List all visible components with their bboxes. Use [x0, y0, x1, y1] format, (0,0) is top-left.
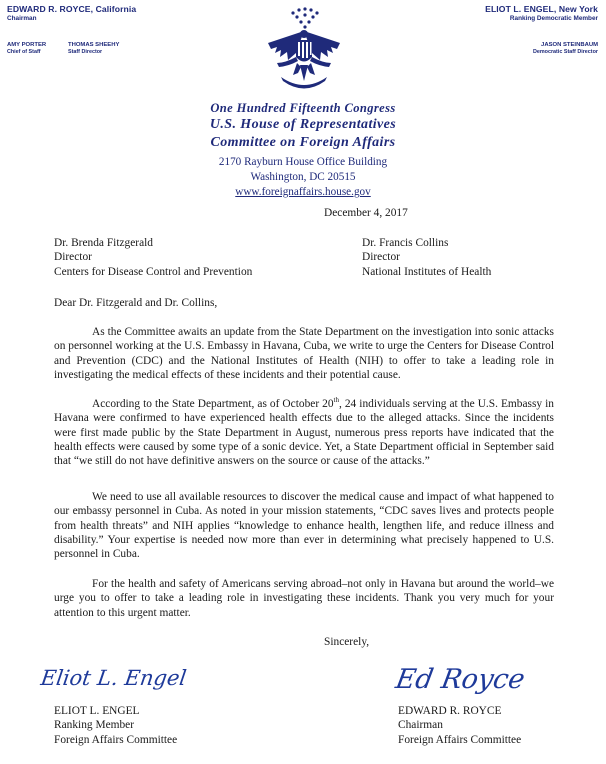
- staff-1-name: AMY PORTER: [7, 42, 47, 48]
- royce-title: Chairman: [398, 719, 443, 732]
- header-right: [485, 5, 598, 22]
- ranking-member-name: ELIOT L. ENGEL, New York: [485, 4, 598, 14]
- chair-name: EDWARD R. ROYCE, California: [7, 4, 137, 14]
- header-left: [7, 5, 136, 22]
- house-title: U.S. House of Representatives: [209, 117, 397, 132]
- recipient-1: [54, 236, 252, 279]
- dem-staff-role: Democratic Staff Director: [532, 48, 598, 55]
- staff-1-role: Chief of Staff: [7, 48, 41, 55]
- committee-title: Committee on Foreign Affairs: [210, 135, 396, 150]
- signer-royce: [398, 704, 521, 747]
- staff-2-role: Staff Director: [68, 48, 103, 55]
- recipient-1-org: Centers for Disease Control and Prevention: [54, 265, 253, 278]
- recipient-1-title: Director: [54, 251, 92, 264]
- letter-date: December 4, 2017: [324, 207, 408, 219]
- salutation: Dear Dr. Fitzgerald and Dr. Collins,: [54, 297, 218, 309]
- eagle-seal-icon: [263, 5, 345, 97]
- engel-committee: Foreign Affairs Committee: [54, 733, 178, 746]
- recipient-2-org: National Institutes of Health: [362, 265, 492, 278]
- paragraph-4: For the health and safety of Americans serving abroad–not only in Havana but around the world–we urge you to offer to take a leading role in investigating these incidents. Thank you very much for your attention to this urgent matter.: [54, 578, 554, 619]
- dem-staff-name: JASON STEINBAUM: [541, 42, 598, 48]
- website-text[interactable]: www.foreignaffairs.house.gov: [235, 186, 371, 198]
- recipient-1-name: Dr. Brenda Fitzgerald: [54, 237, 154, 249]
- address-line-2: Washington, DC 20515: [250, 171, 356, 183]
- staff-1: [7, 43, 46, 55]
- staff-2: [68, 43, 119, 55]
- website-link[interactable]: [0, 186, 606, 198]
- paragraph-2-start: According to the State Department, as of October 20: [92, 398, 334, 410]
- paragraph-1: As the Committee awaits an update from the State Department on the investigation into sonic attacks on personnel working at the U.S. Embassy in Havana, Cuba, we write to urge the Centers for Disease Control and Prevention (CDC) and the National Institutes of Health (NIH) to offer to take a leading role in investigating the medical effects of these incidents and their potential cause.: [54, 326, 554, 381]
- engel-name: ELIOT L. ENGEL: [54, 705, 140, 717]
- staff-2-name: THOMAS SHEEHY: [68, 42, 120, 48]
- recipient-2: [362, 236, 491, 279]
- ranking-member-role: Ranking Democratic Member: [509, 14, 598, 22]
- signer-engel: [54, 704, 177, 747]
- royce-name: EDWARD R. ROYCE: [398, 705, 502, 717]
- congress-title: One Hundred Fifteenth Congress: [210, 101, 396, 115]
- recipient-2-name: Dr. Francis Collins: [362, 237, 449, 249]
- paragraph-3: We need to use all available resources to discover the medical cause and impact of what happened to our embassy personnel in Cuba. As noted in your mission statements, “CDC saves lives and protects people from health threats” and NIH applies “knowledge to enhance health, lengthen life, and reduce illness and disability.” Your expertise is needed now more than ever in determining what precisely happened to U.S. personnel in Cuba.: [54, 491, 554, 561]
- paragraph-2-rest: , 24 individuals serving at the U.S. Embassy in Havana were confirmed to have experienced health effects due to the alleged attacks. Since the incidents were first made public by the State Department in August, numerous press reports have indicated that the health effects were caused by some type of a sonic device. Yet, a State Department official in September said that “we still do not have definitive answers on the source or cause of the attacks.”: [54, 398, 554, 468]
- closing: Sincerely,: [324, 636, 370, 648]
- royce-committee: Foreign Affairs Committee: [398, 733, 522, 746]
- ordinal-suffix: th: [333, 396, 339, 405]
- dem-staff: [533, 43, 598, 55]
- address-line-1: 2170 Rayburn House Office Building: [218, 156, 388, 168]
- royce-signature: Ed Royce: [393, 664, 528, 695]
- chair-role: Chairman: [7, 14, 37, 22]
- engel-signature: Eliot L. Engel: [39, 666, 188, 690]
- recipient-2-title: Director: [362, 251, 400, 264]
- engel-title: Ranking Member: [54, 719, 135, 732]
- paragraph-2: [54, 397, 554, 468]
